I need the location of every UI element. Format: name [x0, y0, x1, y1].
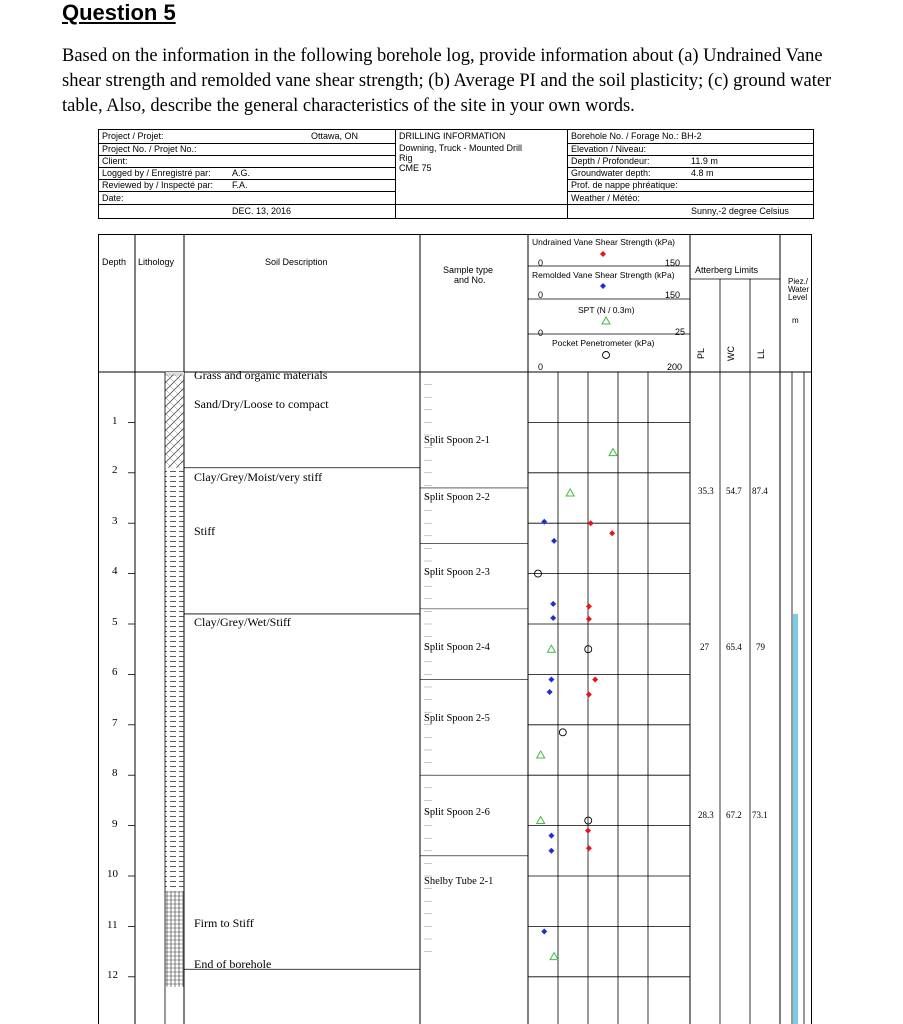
atterberg-wc: 67.2 [726, 810, 742, 820]
undrained-min: 0 [538, 258, 544, 268]
groundwater-label-fr: Prof. de nappe phréatique: [571, 180, 678, 190]
spt-max: 25 [675, 327, 686, 337]
groundwater-label: Groundwater depth: [571, 168, 651, 178]
sample-label: Split Spoon 2-3 [424, 567, 490, 578]
spt-point [537, 751, 545, 758]
logged-value: A.G. [232, 168, 251, 178]
date-label: Date: [102, 193, 124, 203]
remolded-vane-point [550, 615, 556, 621]
spt-min: 0 [538, 328, 544, 338]
atterberg-ll: 73.1 [752, 810, 768, 820]
undrained-vane-point [586, 616, 592, 622]
depth-tick: 4 [112, 565, 118, 577]
pocket-max: 200 [667, 362, 683, 372]
undrained-max: 150 [665, 258, 681, 268]
soil-desc-stiff: Stiff [194, 524, 216, 538]
log-marks [535, 251, 618, 960]
sample-label: Split Spoon 2-1 [424, 435, 490, 446]
remolded-vane-point [541, 928, 547, 934]
col-sample-type: Sample type [443, 265, 494, 275]
drilling-line1: Downing, Truck - Mounted Drill [399, 143, 523, 153]
undrained-title: Undrained Vane Shear Strength (kPa) [532, 237, 676, 247]
depth-tick: 12 [107, 969, 118, 981]
sample-label: Split Spoon 2-4 [424, 642, 490, 653]
question-title: Question 5 [62, 0, 176, 25]
soil-desc-firm: Firm to Stiff [194, 916, 254, 930]
groundwater-value: 4.8 m [691, 168, 714, 178]
depth-tick: 5 [112, 616, 118, 628]
pocket-legend-symbol [603, 352, 610, 359]
piezo-line1: Piez./ [788, 277, 809, 286]
depth-tick: 11 [107, 919, 118, 931]
undrained-vane-point [585, 828, 591, 834]
col-soil-description: Soil Description [265, 257, 328, 267]
soil-desc-clay-moist: Clay/Grey/Moist/very stiff [194, 470, 323, 484]
remolded-vane-point [550, 601, 556, 607]
project-label: Project / Projet: [102, 131, 164, 141]
project-no-label: Project No. / Projet No.: [102, 144, 197, 154]
remolded-legend-symbol [600, 283, 606, 289]
soil-desc-grass: Grass and organic materials [194, 368, 328, 382]
reviewed-value: F.A. [232, 180, 248, 190]
depth-tick: 1 [112, 415, 118, 427]
water-level-bar [793, 614, 798, 1024]
drilling-title: DRILLING INFORMATION [399, 131, 506, 141]
borehole-header [98, 129, 814, 219]
remolded-min: 0 [538, 290, 544, 300]
elevation-label: Elevation / Niveau: [571, 144, 647, 154]
project-value: Ottawa, ON [311, 131, 359, 141]
weather-label: Weather / Météo: [571, 193, 640, 203]
soil-desc-sand: Sand/Dry/Loose to compact [194, 397, 329, 411]
lithology-clay [165, 468, 184, 891]
piezo-line3: Level [788, 293, 808, 302]
ll-label: LL [756, 348, 766, 359]
remolded-vane-point [548, 833, 554, 839]
undrained-vane-point [586, 845, 592, 851]
depth-tick: 10 [107, 868, 118, 880]
depth-label: Depth / Profondeur: [571, 156, 650, 166]
undrained-vane-point [592, 676, 598, 682]
undrained-legend-symbol [600, 251, 606, 257]
sample-label: Shelby Tube 2-1 [424, 876, 494, 887]
atterberg-ll: 87.4 [752, 486, 768, 496]
depth-tick: 8 [112, 767, 118, 779]
remolded-vane-point [548, 676, 554, 682]
col-sample-no: and No. [454, 275, 486, 285]
drilling-line3: CME 75 [399, 163, 432, 173]
remolded-vane-point [551, 538, 557, 544]
undrained-vane-point [586, 603, 592, 609]
wc-label: WC [726, 346, 736, 361]
lithology-clay-deep [165, 891, 184, 987]
remolded-vane-point [548, 848, 554, 854]
client-label: Client: [102, 156, 128, 166]
undrained-vane-point [588, 520, 594, 526]
pl-label: PL [696, 347, 706, 359]
borehole-label-text: Borehole No. / Forage No.: [571, 131, 679, 141]
col-lithology: Lithology [138, 257, 175, 267]
spt-point [609, 449, 617, 456]
lithology-sand [165, 375, 184, 468]
atterberg-pl: 35.3 [698, 486, 714, 496]
borehole-value: BH-2 [681, 131, 702, 141]
reviewed-label: Reviewed by / Inspecté par: [102, 180, 214, 190]
spt-legend-symbol [602, 317, 610, 324]
atterberg-pl: 27 [700, 642, 709, 652]
remolded-vane-point [541, 519, 547, 525]
soil-desc-end: End of borehole [194, 957, 272, 971]
spt-point [566, 489, 574, 496]
piezo-label [788, 278, 809, 302]
borehole-label [571, 131, 702, 141]
undrained-vane-point [609, 530, 615, 536]
spt-point [550, 953, 558, 960]
depth-tick: 7 [112, 717, 118, 729]
depth-tick: 6 [112, 666, 118, 678]
question-text: Based on the information in the following borehole log, provide information about (a) Undrained Vane shear strength and remolded vane shear strength; (b) Average PI and the soil plasticity; (c) ground water table, Also, describe the general characteristics of the site in your own words. [62, 46, 832, 116]
depth-value: 11.9 m [691, 156, 718, 166]
atterberg-wc: 65.4 [726, 642, 742, 652]
depth-tick: 3 [112, 515, 118, 527]
soil-desc-clay-wet: Clay/Grey/Wet/Stiff [194, 615, 291, 629]
atterberg-title: Atterberg Limits [695, 265, 759, 275]
atterberg-wc: 54.7 [726, 486, 742, 496]
pocket-title: Pocket Penetrometer (kPa) [552, 338, 655, 348]
undrained-vane-point [586, 692, 592, 698]
sample-label: Split Spoon 2-5 [424, 713, 490, 724]
piezo-unit: m [792, 316, 799, 325]
remolded-vane-point [547, 689, 553, 695]
pocket-penetrometer-point [559, 729, 566, 736]
date-value: DEC. 13, 2016 [232, 206, 292, 216]
depth-tick: 2 [112, 464, 118, 476]
spt-title: SPT (N / 0.3m) [578, 305, 635, 315]
spt-point [547, 645, 555, 652]
borehole-log [98, 234, 812, 1024]
logged-label: Logged by / Enregistré par: [102, 168, 211, 178]
drilling-line2: Rig [399, 153, 413, 163]
spt-point [537, 817, 545, 824]
col-depth: Depth [102, 257, 127, 267]
sample-label: Split Spoon 2-6 [424, 807, 490, 818]
remolded-max: 150 [665, 290, 681, 300]
weather-value: Sunny,-2 degree Celsius [691, 206, 789, 216]
pocket-min: 0 [538, 362, 544, 372]
remolded-title: Remolded Vane Shear Strength (kPa) [532, 270, 675, 280]
atterberg-pl: 28.3 [698, 810, 714, 820]
piezo-line2: Water [788, 285, 810, 294]
depth-tick: 9 [112, 818, 118, 830]
sample-label: Split Spoon 2-2 [424, 492, 490, 503]
atterberg-ll: 79 [756, 642, 765, 652]
